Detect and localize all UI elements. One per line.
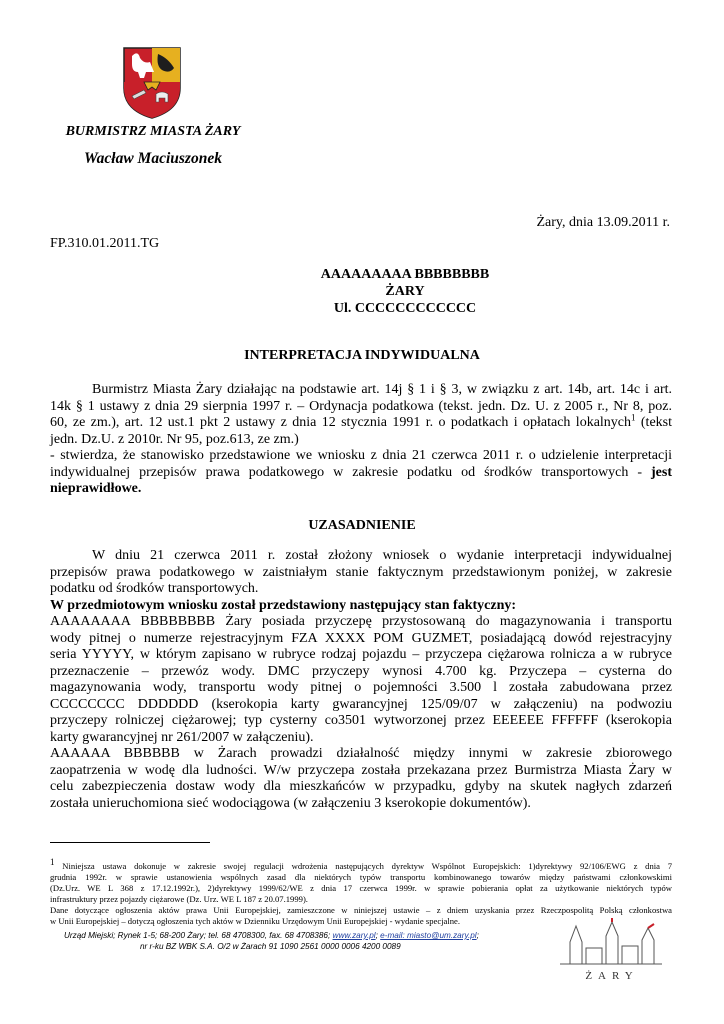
text-line: 60, ze zm.), art. 12 ust.1 pkt 2 ustawy z dnia 12 stycznia 1991 r. o podatkach i opłatach lokalnych$^1$ (tekst [50, 412, 672, 430]
footnote-line: grudnia 1992r. w sprawie ustanowienia wspólnych zasad dla niektórych typów transportu kombinowanego towarów między państwami członkowskimi [50, 872, 672, 882]
coat-of-arms-logo [120, 44, 184, 120]
text-line: magazynowania wody, transportu wody pitnej o pojemności 3.500 l została zabudowana przez [50, 680, 672, 695]
text-line: wody pitnej o numerze rejestracyjnym FZA XXXX POM GUZMET, posiadającą dowód rejestracyjny [50, 630, 672, 646]
footnote-line: (Dz.Urz. WE L 368 z 17.12.1992r.), 2)dyrektywy 1999/62/WE z dnia 17 czerwca 1999r. w sprawie pobierania opłat za użytkowanie niektórych typów [50, 883, 672, 893]
text-line: jedn. Dz.U. z 2010r. Nr 95, poz.613, ze zm.) [50, 431, 299, 447]
addressee-block [250, 266, 560, 317]
addressee-name: AAAAAAAAA BBBBBBBB [320, 267, 490, 282]
text-line: - stwierdza, że stanowisko przedstawione we wniosku z dnia 21 czerwca 2011 r. o udzielenie interpretacji [50, 448, 672, 463]
reference-number: FP.310.01.2011.TG [50, 236, 160, 251]
city-logo [556, 918, 666, 988]
text-line: 14k § 1 ustawy z dnia 29 sierpnia 1997 r. – Ordynacja podatkowa (tekst. jedn. Dz. U. z 2005 r., Nr 8, poz. [50, 398, 672, 414]
text-line: indywidualnej przepisów prawa podatkowego w zakresie podatku od środków transportowych - jest [50, 464, 672, 480]
city-logo-word: ŻARY [585, 970, 639, 982]
email-link[interactable]: e-mail: miasto@um.zary.pl [380, 931, 477, 940]
reasoning-body [50, 548, 672, 812]
website-link[interactable]: www.zary.pl [332, 931, 376, 940]
text-line: AAAAAAAA BBBBBBBB Żary posiada przyczepę przystosowaną do magazynowania i transportu [50, 614, 672, 629]
text-line: przyczepy rolniczej ciężarowej; typ cysterny co3501 wytworzonej przez EEEEEE FFFFFF (kserokopia [50, 713, 672, 728]
footnote-separator [50, 842, 210, 843]
footnote-line: $^1$ Niniejsza ustawa dokonuje w zakresie swojej regulacji wdrożenia następujących dyrektyw Wspólnot Europejskich: 1)dyrektywy 92/106/EWG z dnia 7 [50, 857, 672, 871]
footnote-line: Dane dotyczące ogłoszenia aktów prawa Unii Europejskiej, zamieszczone w niniejszej ustawie – z dniem uzyskania przez Rzeczpospolitą Polską członkostwa [50, 905, 672, 915]
text-line: karty gwarancyjnej nr 261/2007 w załączeniu). [50, 729, 314, 745]
text-line: podatku od środków transportowych. [50, 581, 259, 596]
city-skyline-icon [556, 918, 666, 970]
text-line: seria YYYYY, w którym zapisano w rubryce rodzaj pojazdu – przyczepa ciężarowa rolnicza a w rubryce [50, 647, 672, 662]
document-title: INTERPRETACJA INDYWIDUALNA [244, 348, 480, 363]
footnote-marker: 1 [631, 412, 636, 423]
signatory-name: Wacław Maciuszonek [84, 150, 222, 167]
text-line: Burmistrz Miasta Żary działając na podstawie art. 14j § 1 i § 3, w związku z art. 14b, art. 14c i art. [92, 382, 672, 397]
text-line: nieprawidłowe. [50, 481, 142, 496]
place-date: Żary, dnia 13.09.2011 r. [536, 215, 670, 230]
text-line: przeznaczenie – przewóz wody. DMC przyczepy wynosi 4.700 kg. Przyczepa – cysterna do [50, 663, 672, 679]
section-title: UZASADNIENIE [308, 518, 416, 533]
office-heading: BURMISTRZ MIASTA ŻARY [65, 124, 241, 139]
text-line: W dniu 21 czerwca 2011 r. został złożony wniosek o wydanie interpretacji indywidualnej [92, 548, 672, 563]
intro-paragraph [50, 382, 672, 498]
footer-bank-line: nr r-ku BZ WBK S.A. O/2 w Żarach 91 1090 2561 0000 0006 4200 0089 [140, 942, 401, 951]
text-line: została unieruchomiona sieć wodociągowa (w załączeniu 3 kserokopie dokumentów). [50, 795, 531, 811]
text-line: celu zabezpieczenia dostaw wody dla mieszkańców w przypadku, gdyby na skutek nagłych zdarzeń [50, 779, 672, 794]
footer-address [64, 930, 479, 952]
addressee-street: Ul. CCCCCCCCCCCC [333, 301, 477, 316]
footer-contact-line: Urząd Miejski; Rynek 1-5; 68-200 Żary; tel. 68 4708300, fax. 68 4708386; www.zary.pl; e-mail: miasto@um.zary.pl; [64, 931, 479, 940]
text-line: przepisów prawa podatkowego w zaistniałym stanie faktycznym przedstawionym poniżej, w zakresie [50, 564, 672, 580]
addressee-city: ŻARY [385, 284, 425, 299]
text-line: AAAAAA BBBBBB w Żarach prowadzi działalność między innymi w zakresie zbiorowego [50, 746, 672, 761]
footnote-line: w Unii Europejskiej – dotyczą ogłoszenia tych aktów w Dzienniku Urzędowym Unii Europejskiej - wydanie specjalne. [50, 916, 460, 926]
text-line: zaopatrzenia w wodę dla ludności. W/w przyczepa została przekazana przez Burmistrza Miasta Żary w [50, 762, 672, 778]
footnote-line: infrastruktury przez pojazdy ciężarowe (Dz. Urz. WE L 187 z 20.07.1999). [50, 894, 308, 904]
text-line: CCCCCCCC DDDDDD (kserokopia karty gwarancyjnej 125/09/07 w załączeniu) na podwoziu [50, 696, 672, 712]
facts-heading: W przedmiotowym wniosku został przedstawiony następujący stan faktyczny: [50, 597, 517, 613]
